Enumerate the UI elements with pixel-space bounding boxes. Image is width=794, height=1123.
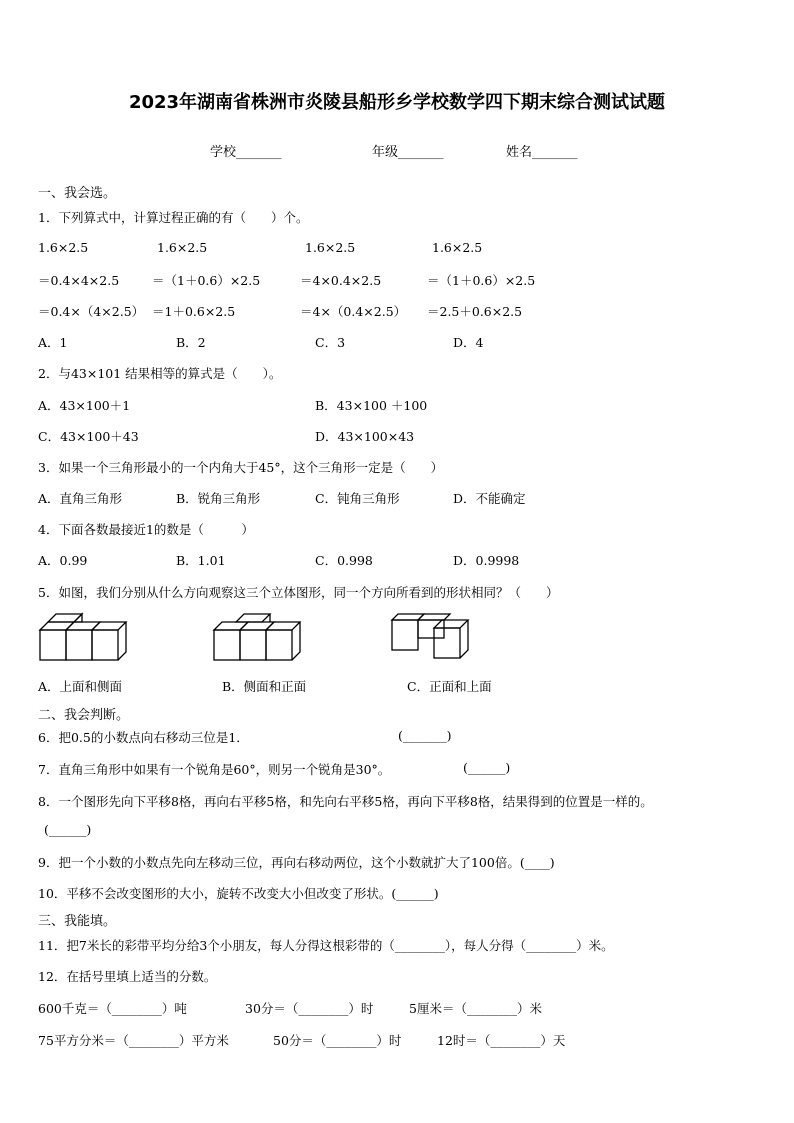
name-field: 姓名_______ — [506, 145, 578, 160]
question-8-stem: 8．一个图形先向下平移8格，再向右平移5格，和先向右平移5格，再向下平移8格，结果得到的位置是一样的。 — [38, 794, 653, 809]
question-1-stem: 1．下列算式中，计算过程正确的有（ ）个。 — [38, 210, 309, 225]
q1-expr-a-line1: 1.6×2.5 — [38, 240, 89, 255]
question-10-stem: 10．平移不会改变图形的大小，旋转不改变大小但改变了形状。(______) — [38, 886, 439, 901]
q1-expr-b-line3: ＝1＋0.6×2.5 — [152, 304, 236, 319]
q2-option-d: D．43×100×43 — [315, 429, 415, 444]
question-11-stem: 11．把7米长的彩带平均分给3个小朋友，每人分得这根彩带的（________），每人分得（________）米。 — [38, 938, 614, 953]
question-5-stem: 5．如图，我们分别从什么方向观察这三个立体图形，同一个方向所看到的形状相同？（ ） — [38, 585, 559, 600]
q1-expr-b-line1: 1.6×2.5 — [157, 240, 208, 255]
q4-option-c: C．0.998 — [315, 553, 373, 568]
q12-row1-item2: 30分＝（________）时 — [245, 1001, 374, 1016]
q1-expr-a-line3: ＝0.4×（4×2.5） — [38, 304, 145, 319]
q1-option-a: A．1 — [38, 335, 68, 350]
page-title: 2023年湖南省株洲市炎陵县船形乡学校数学四下期末综合测试试题 — [128, 92, 666, 113]
section-heading-fill: 三、我能填。 — [38, 914, 117, 929]
q5-option-a: A．上面和侧面 — [38, 679, 123, 694]
q1-expr-d-line1: 1.6×2.5 — [432, 240, 483, 255]
cube-figure-3 — [388, 612, 474, 662]
q4-option-b: B．1.01 — [176, 553, 226, 568]
grade-field: 年级_______ — [372, 145, 444, 160]
q5-option-c: C．正面和上面 — [407, 679, 492, 694]
q12-row2-item1: 75平方分米＝（________）平方米 — [38, 1033, 229, 1048]
section-heading-choice: 一、我会选。 — [38, 186, 117, 201]
q1-expr-c-line1: 1.6×2.5 — [305, 240, 356, 255]
question-7-stem: 7．直角三角形中如果有一个锐角是60°，则另一个锐角是30°。 — [38, 762, 391, 777]
q1-expr-a-line2: ＝0.4×4×2.5 — [38, 273, 120, 288]
q6-answer-blank[interactable]: (_______) — [398, 728, 452, 743]
question-4-stem: 4．下面各数最接近1的数是（ ） — [38, 522, 254, 537]
q7-answer-blank[interactable]: (______) — [463, 760, 511, 775]
q3-option-c: C．钝角三角形 — [315, 491, 400, 506]
question-2-stem: 2．与43×101 结果相等的算式是（ ）。 — [38, 366, 282, 381]
q5-option-b: B．侧面和正面 — [222, 679, 307, 694]
q2-option-b: B．43×100 ＋100 — [315, 398, 428, 413]
q1-expr-c-line2: ＝4×0.4×2.5 — [300, 273, 382, 288]
school-field: 学校_______ — [210, 145, 282, 160]
q1-expr-c-line3: ＝4×（0.4×2.5） — [300, 304, 407, 319]
q2-option-c: C．43×100＋43 — [38, 429, 139, 444]
q4-option-d: D．0.9998 — [453, 553, 520, 568]
q3-option-d: D．不能确定 — [453, 491, 526, 506]
cube-figure-1 — [36, 612, 134, 664]
q1-expr-d-line3: ＝2.5＋0.6×2.5 — [427, 304, 523, 319]
q1-expr-d-line2: ＝（1＋0.6）×2.5 — [427, 273, 536, 288]
question-9-stem: 9．把一个小数的小数点先向左移动三位，再向右移动两位，这个小数就扩大了100倍。(____) — [38, 855, 555, 870]
question-12-stem: 12．在括号里填上适当的分数。 — [38, 969, 217, 984]
question-3-stem: 3．如果一个三角形最小的一个内角大于45°，这个三角形一定是（ ） — [38, 460, 444, 475]
q4-option-a: A．0.99 — [38, 553, 88, 568]
q1-option-b: B．2 — [176, 335, 206, 350]
q12-row1-item3: 5厘米＝（________）米 — [409, 1001, 542, 1016]
question-6-stem: 6．把0.5的小数点向右移动三位是1． — [38, 730, 249, 745]
q1-option-c: C．3 — [315, 335, 346, 350]
cube-figure-2 — [210, 612, 306, 664]
q3-option-a: A．直角三角形 — [38, 491, 123, 506]
q1-option-d: D．4 — [453, 335, 484, 350]
q3-option-b: B．锐角三角形 — [176, 491, 261, 506]
q8-answer-blank[interactable]: (______) — [44, 822, 92, 837]
q1-expr-b-line2: ＝（1＋0.6）×2.5 — [152, 273, 261, 288]
q12-row1-item1: 600千克＝（________）吨 — [38, 1001, 187, 1016]
q12-row2-item3: 12时＝（________）天 — [437, 1033, 566, 1048]
section-heading-judge: 二、我会判断。 — [38, 708, 130, 723]
q12-row2-item2: 50分＝（________）时 — [273, 1033, 402, 1048]
q2-option-a: A．43×100＋1 — [38, 398, 131, 413]
